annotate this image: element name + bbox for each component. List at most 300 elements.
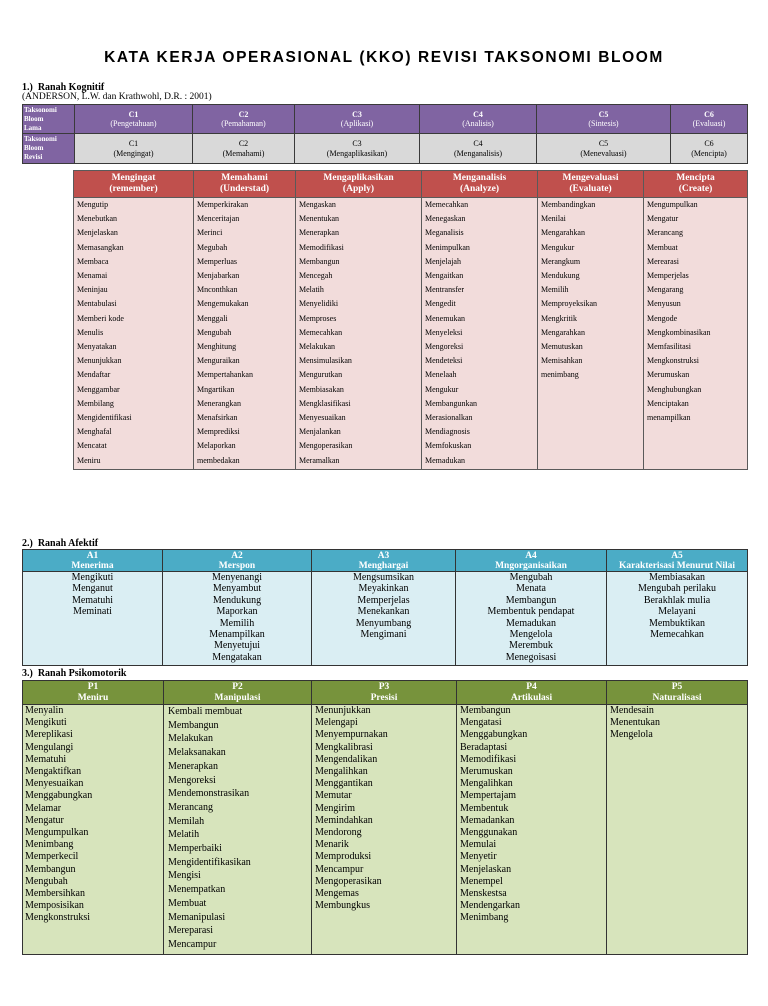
bloom-revised-c6	[671, 134, 748, 164]
level-name: Presisi	[370, 692, 398, 703]
level-code: C3	[352, 139, 362, 148]
list-item: Mendemonstrasikan	[168, 788, 250, 800]
bloom-old-label-cell	[23, 105, 75, 134]
bloom-old-c3	[295, 105, 420, 134]
column-menganalisis	[422, 198, 538, 469]
list-item: Memilih	[541, 285, 569, 295]
level-name: Menerima	[71, 560, 114, 571]
list-item: Mengoreksi	[168, 774, 216, 786]
kko-kognitif-header-row	[74, 171, 747, 198]
bloom-old-c1	[75, 105, 193, 134]
list-item: Memperjelas	[357, 594, 410, 606]
list-item: Mengidentifikasikan	[168, 856, 251, 868]
level-code: P5	[671, 681, 683, 692]
list-item: Mengukur	[425, 384, 459, 394]
list-item: Memperluas	[197, 256, 237, 266]
list-item: menimbang	[541, 370, 579, 380]
list-item: Memberi kode	[77, 313, 124, 323]
list-item: Membilang	[77, 398, 114, 408]
kko-psikomotorik-table	[22, 680, 748, 955]
list-item: Mengkritik	[541, 313, 577, 323]
kko-afektif-table	[22, 549, 748, 666]
list-item: Menyetujui	[213, 640, 261, 652]
list-item: Mengode	[647, 313, 678, 323]
level-name: Artikulasi	[510, 692, 553, 703]
list-item: Meminati	[73, 606, 112, 618]
list-item: Menghubungkan	[647, 384, 702, 394]
section-psikomotorik-heading: 3.) Ranah Psikomotorik	[22, 668, 127, 679]
list-item: Mengemukakan	[197, 299, 249, 309]
section-kognitif-source: (ANDERSON, L.W. dan Krathwohl, D.R. : 2001)	[22, 92, 212, 102]
list-item: Mencatat	[77, 441, 107, 451]
list-item: Mengirim	[315, 802, 355, 814]
list-item: Menamai	[77, 271, 108, 281]
list-item: Mendiagnosis	[425, 427, 470, 437]
list-item: Memperjelas	[647, 271, 689, 281]
list-item: Mendaftar	[77, 370, 111, 380]
level-name: (Pengetahuan)	[110, 119, 157, 128]
list-item: Mengkalibrasi	[315, 741, 373, 753]
header-title: Mengingat	[111, 172, 156, 183]
column-p3	[312, 705, 457, 954]
list-item: Mengsumsikan	[352, 572, 415, 583]
level-code: P1	[87, 681, 99, 692]
list-item: Kembali membuat	[168, 706, 243, 717]
list-item: Mendesain	[610, 705, 654, 716]
list-item: Menulis	[77, 327, 104, 337]
list-item: Memperkirakan	[197, 200, 249, 209]
list-item: Membuat	[168, 897, 207, 909]
kko-kognitif-table	[73, 170, 748, 470]
level-name: Manipulasi	[214, 692, 261, 703]
list-item: Menata	[516, 583, 546, 595]
list-item: Menelaah	[425, 370, 457, 380]
list-item: Mengaitkan	[425, 271, 464, 281]
header-subtitle: (Analyze)	[459, 184, 500, 194]
list-item: Menilai	[541, 214, 566, 224]
level-code: C3	[352, 109, 362, 119]
list-item: Membentuk pendapat	[487, 606, 575, 618]
header-p4	[457, 681, 607, 704]
list-item: Menyempurnakan	[315, 729, 388, 741]
column-p5	[607, 705, 747, 954]
list-item: Mengulangi	[25, 741, 74, 753]
header-memahami	[194, 171, 296, 197]
bloom-old-c4	[420, 105, 537, 134]
list-item: Mencampur	[168, 938, 217, 950]
list-item: Menekankan	[357, 606, 410, 618]
level-code: C4	[473, 109, 483, 119]
header-p2	[164, 681, 312, 704]
kko-psikomotorik-header-row	[23, 681, 747, 705]
list-item: menampilkan	[647, 413, 691, 423]
section-afektif-heading: 2.) Ranah Afektif	[22, 538, 99, 549]
level-name: (Memahami)	[222, 148, 265, 158]
list-item: Mengedit	[425, 299, 456, 309]
list-item: Menjelaskan	[460, 863, 512, 875]
list-item: Menafsirkan	[197, 413, 238, 423]
level-name: (Menevaluasi)	[580, 148, 627, 158]
list-item: Memanipulasi	[168, 911, 226, 923]
list-item: Melatih	[168, 829, 200, 841]
list-item: Melayani	[658, 606, 696, 618]
list-item: Merasionalkan	[425, 413, 473, 423]
level-code: C6	[704, 139, 714, 148]
header-mengevaluasi	[538, 171, 644, 197]
list-item: Mengubah	[197, 327, 232, 337]
list-item: Mengarahkan	[541, 327, 585, 337]
list-item: Memproyeksikan	[541, 299, 597, 309]
level-name: (Analisis)	[462, 119, 494, 128]
list-item: Menguraikan	[197, 356, 240, 366]
list-item: Menerapkan	[168, 760, 218, 772]
header-p3	[312, 681, 457, 704]
level-name: (Mencipta)	[691, 148, 727, 158]
list-item: Menerapkan	[299, 228, 339, 238]
list-item: Mngartikan	[197, 384, 235, 394]
list-item: Memperkecil	[25, 851, 79, 863]
list-item: Meyakinkan	[358, 583, 409, 595]
list-item: Memadukan	[506, 617, 556, 629]
list-item: Memperbaiki	[168, 843, 222, 855]
header-mencipta	[644, 171, 747, 197]
list-item: Mengarahkan	[541, 228, 585, 238]
list-item: Mengemas	[315, 888, 359, 900]
level-name: Naturalisasi	[652, 692, 702, 703]
header-p5	[607, 681, 747, 704]
column-mengaplikasikan	[296, 198, 422, 469]
list-item: Mengoperasikan	[315, 875, 382, 887]
list-item: Menggambar	[77, 384, 120, 394]
header-a4	[456, 550, 607, 571]
list-item: Membaca	[77, 256, 109, 266]
list-item: Memproduksi	[315, 851, 372, 863]
list-item: Merumuskan	[460, 766, 513, 778]
level-name: Mngorganisaikan	[495, 560, 567, 571]
list-item: Membangun	[505, 594, 557, 606]
header-a2	[163, 550, 312, 571]
bloom-revised-c3	[295, 134, 420, 164]
bloom-revised-c4	[420, 134, 537, 164]
list-item: Menskestsa	[460, 888, 507, 900]
bloom-revised-label-cell	[23, 134, 75, 164]
list-item: Menentukan	[299, 214, 339, 224]
list-item: Memecahkan	[299, 327, 343, 337]
list-item: Mereplikasi	[25, 729, 73, 741]
column-a1	[23, 572, 163, 665]
level-code: A5	[671, 550, 683, 561]
list-item: Menghafal	[77, 427, 112, 437]
level-code: C2	[238, 139, 249, 148]
list-item: Membangunkan	[425, 398, 477, 408]
list-item: Memecahkan	[425, 200, 469, 209]
list-item: Mengklasifikasi	[299, 398, 351, 408]
list-item: Mentransfer	[425, 285, 465, 295]
list-item: Menerangkan	[197, 398, 241, 408]
list-item: Memilih	[219, 617, 255, 629]
list-item: Mendukung	[541, 271, 580, 281]
list-item: Melamar	[25, 802, 62, 814]
list-item: Menunjukkan	[77, 356, 122, 366]
list-item: Menggabungkan	[460, 729, 528, 741]
bloom-revised-c1	[75, 134, 193, 164]
list-item: Membandingkan	[541, 200, 596, 209]
document-title: KATA KERJA OPERASIONAL (KKO) REVISI TAKSONOMI BLOOM	[104, 49, 664, 66]
list-item: Menyenangi	[212, 572, 262, 583]
list-item: Menyambut	[212, 583, 262, 595]
bloom-old-c6	[671, 105, 748, 134]
list-item: Mengarang	[647, 285, 684, 295]
list-item: Merumuskan	[647, 370, 690, 380]
level-code: A3	[377, 550, 390, 561]
list-item: Meniru	[77, 455, 101, 465]
list-item: Melengapi	[315, 717, 358, 729]
list-item: Menunjukkan	[315, 705, 371, 716]
list-item: Mengaskan	[299, 200, 336, 209]
list-item: Memfokuskan	[425, 441, 472, 451]
list-item: Merearasi	[647, 256, 679, 266]
column-mengingat	[74, 198, 194, 469]
list-item: Maporkan	[216, 606, 258, 618]
kko-afektif-header-row	[23, 550, 747, 572]
list-item: Merancang	[647, 228, 683, 238]
list-item: Mengatur	[25, 814, 64, 826]
level-name: (Pemahaman)	[221, 119, 266, 128]
list-item: Menyelidiki	[299, 299, 339, 309]
list-item: Membiasakan	[648, 572, 706, 583]
list-item: Menempel	[460, 875, 503, 887]
list-item: Mengikuti	[25, 717, 67, 729]
list-item: Mengatasi	[460, 717, 502, 729]
column-p4	[457, 705, 607, 954]
header-menganalisis	[422, 171, 538, 197]
list-item: Membungkus	[315, 900, 370, 912]
list-item: Membersihkan	[25, 888, 85, 900]
list-item: Mengatakan	[212, 651, 262, 663]
bloom-revised-c2	[193, 134, 295, 164]
list-item: Mengikuti	[71, 572, 114, 583]
list-item: Mnconthkan	[197, 285, 238, 295]
list-item: Membiasakan	[299, 384, 344, 394]
level-code: P4	[526, 681, 537, 692]
bloom-revised-c5	[537, 134, 671, 164]
list-item: Beradaptasi	[460, 741, 508, 753]
level-name: Karakterisasi Menurut Nilai	[618, 560, 736, 571]
level-name: Meniru	[77, 692, 109, 703]
list-item: Menegaskan	[425, 214, 466, 224]
level-code: C5	[598, 139, 609, 148]
list-item: Memadukan	[425, 455, 465, 465]
list-item: Menemukan	[425, 313, 465, 323]
list-item: Menggantikan	[315, 778, 373, 790]
list-item: membedakan	[197, 455, 240, 465]
list-item: Mereparasi	[168, 925, 213, 937]
kko-afektif-body	[23, 572, 747, 665]
list-item: Menjelaskan	[77, 228, 118, 238]
list-item: Menjelajah	[425, 256, 461, 266]
list-item: Mensimulasikan	[299, 356, 352, 366]
header-title: Memahami	[221, 172, 268, 183]
bloom-old-c2	[193, 105, 295, 134]
kko-kognitif-body	[74, 198, 747, 469]
list-item: Memposisikan	[25, 900, 84, 912]
list-item: Membangun	[168, 719, 219, 731]
header-title: Mencipta	[676, 172, 715, 183]
list-item: Menjabarkan	[197, 271, 240, 281]
list-item: Mengkombinasikan	[647, 327, 711, 337]
list-item: Menggali	[197, 313, 228, 323]
list-item: Mengkonstruksi	[647, 356, 699, 366]
list-item: Memasangkan	[77, 242, 124, 252]
list-item: Menceritajan	[197, 214, 240, 224]
list-item: Memproses	[299, 313, 337, 323]
list-item: Menyesuaikan	[299, 413, 346, 423]
list-item: Mengelola	[509, 629, 553, 641]
level-name: (Sintesis)	[588, 119, 619, 128]
bloom-taxonomy-table	[22, 104, 748, 164]
list-item: Menempatkan	[168, 884, 226, 896]
list-item: Mengelola	[610, 729, 653, 741]
list-item: Mengurutkan	[299, 370, 343, 380]
list-item: Memprediksi	[197, 427, 240, 437]
header-title: Mengaplikasikan	[323, 172, 394, 183]
header-subtitle: (remember)	[109, 184, 158, 194]
list-item: Memisahkan	[541, 356, 583, 366]
list-item: Menentukan	[610, 717, 660, 729]
list-item: Menggabungkan	[25, 790, 93, 802]
list-item: Menjalankan	[299, 427, 341, 437]
list-item: Membangun	[460, 705, 511, 716]
list-item: Memadankan	[460, 814, 515, 826]
list-item: Mendeteksi	[425, 356, 463, 366]
list-item: Melatih	[299, 285, 324, 295]
list-item: Menyatakan	[77, 342, 117, 352]
list-item: Mempertahankan	[197, 370, 253, 380]
header-p1	[23, 681, 164, 704]
list-item: Mengumpulkan	[25, 827, 89, 839]
list-item: Mematuhi	[71, 594, 114, 606]
list-item: Melakukan	[299, 342, 335, 352]
list-item: Menimbang	[25, 839, 74, 851]
list-item: Menyeleksi	[425, 327, 463, 337]
section-kognitif-heading: 1.) Ranah Kognitif	[22, 82, 105, 93]
list-item: Mengaktifkan	[25, 766, 82, 778]
header-subtitle: (Create)	[678, 184, 713, 194]
list-item: Menciptakan	[647, 398, 689, 408]
list-item: Mengalihkan	[315, 766, 368, 778]
level-code: C1	[128, 109, 139, 119]
list-item: Melaksanakan	[168, 747, 226, 759]
list-item: Mentabulasi	[77, 299, 117, 309]
list-item: Menyesuaikan	[25, 778, 84, 790]
list-item: Mengubah	[25, 875, 68, 887]
list-item: Mengoreksi	[425, 342, 464, 352]
level-name: (Evaluasi)	[692, 119, 726, 128]
list-item: Mengoperasikan	[299, 441, 353, 451]
level-code: C1	[128, 139, 139, 148]
list-item: Memodifikasi	[460, 753, 517, 765]
list-item: Mengutip	[77, 200, 109, 209]
bloom-revised-label: Taksonomi Bloom Revisi	[24, 135, 57, 161]
column-a3	[312, 572, 456, 665]
list-item: Menebutkan	[77, 214, 117, 224]
list-item: Menyalin	[25, 705, 64, 716]
list-item: Membangun	[25, 863, 76, 875]
list-item: Mengukur	[541, 242, 575, 252]
list-item: Melaporkan	[197, 441, 236, 451]
header-title: Menganalisis	[452, 172, 507, 183]
list-item: Mengimani	[360, 629, 407, 641]
list-item: Merinci	[197, 228, 223, 238]
list-item: Mempertajam	[460, 790, 517, 802]
list-item: Merancang	[168, 801, 213, 813]
kko-psikomotorik-body	[23, 705, 747, 954]
list-item: Menegoisasi	[505, 651, 557, 663]
list-item: Menimbang	[460, 912, 509, 924]
list-item: Menampilkan	[209, 629, 265, 641]
header-subtitle: (Apply)	[342, 184, 375, 194]
column-a5	[607, 572, 747, 665]
level-name: (Menganalisis)	[454, 148, 502, 158]
level-code: P3	[378, 681, 390, 692]
list-item: Mendorong	[315, 827, 362, 839]
level-code: A4	[525, 550, 537, 561]
list-item: Memfasilitasi	[647, 342, 691, 352]
level-code: A1	[86, 550, 99, 561]
list-item: Merembuk	[509, 640, 553, 652]
column-mengevaluasi	[538, 198, 644, 469]
list-item: Mengubah perilaku	[637, 583, 717, 595]
column-memahami	[194, 198, 296, 469]
list-item: Mendukung	[212, 594, 262, 606]
list-item: Memilah	[168, 815, 205, 827]
list-item: Meramalkan	[299, 455, 340, 465]
list-item: Menganut	[72, 583, 113, 595]
level-name: (Mengingat)	[113, 148, 154, 158]
list-item: Melakukan	[168, 733, 213, 745]
bloom-revised-row	[23, 134, 748, 164]
level-code: A2	[231, 550, 243, 561]
list-item: Mengisi	[168, 870, 201, 882]
level-code: P2	[232, 681, 243, 692]
list-item: Membuat	[647, 242, 678, 252]
list-item: Mematuhi	[25, 753, 67, 765]
bloom-old-label: Taksonomi Bloom Lama	[24, 105, 57, 132]
list-item: Mencegah	[299, 271, 333, 281]
list-item: Menimpulkan	[425, 242, 470, 252]
list-item: Memutar	[315, 790, 352, 802]
level-code: C5	[598, 109, 609, 119]
level-name: (Mengaplikasikan)	[326, 148, 388, 158]
header-subtitle: (Evaluate)	[569, 184, 612, 194]
header-a5	[607, 550, 747, 571]
list-item: Mengendalikan	[315, 753, 378, 765]
header-title: Mengevaluasi	[562, 172, 619, 183]
list-item: Menggunakan	[460, 827, 518, 839]
list-item: Menghitung	[197, 342, 237, 352]
list-item: Meninjau	[77, 285, 108, 295]
level-code: C6	[704, 109, 714, 119]
list-item: Menarik	[315, 839, 349, 851]
list-item: Mendengarkan	[460, 900, 520, 912]
list-item: Meganalisis	[425, 228, 464, 238]
list-item: Mengidentifikasi	[77, 413, 132, 423]
header-a1	[23, 550, 163, 571]
list-item: Membentuk	[460, 802, 509, 814]
column-a2	[163, 572, 312, 665]
bloom-old-c5	[537, 105, 671, 134]
list-item: Mengumpulkan	[647, 200, 698, 209]
